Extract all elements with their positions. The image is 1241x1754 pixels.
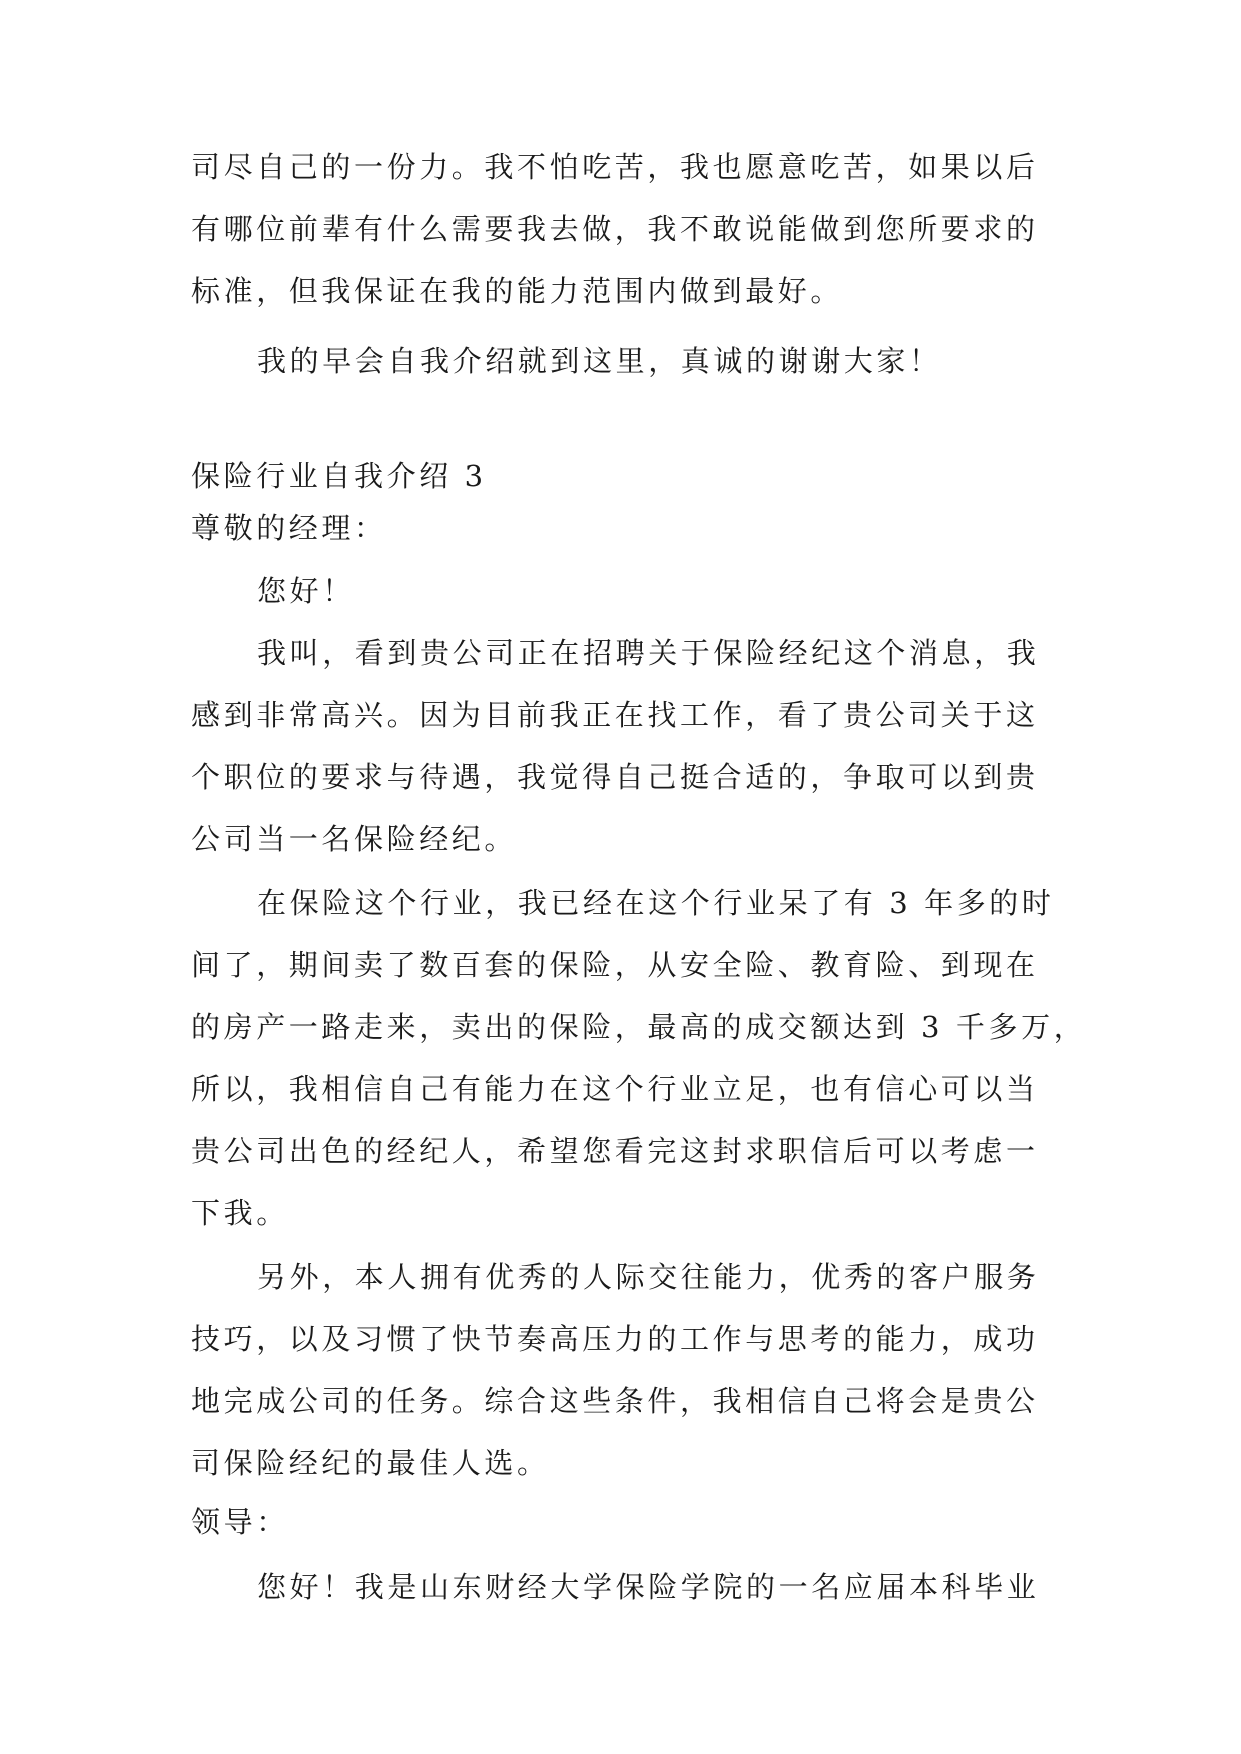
salutation-2-block bbox=[191, 1496, 1053, 1548]
continuation-paragraph bbox=[191, 136, 1053, 322]
section-title: 保险行业自我介绍 3 bbox=[191, 459, 487, 493]
text-line: 贵公司出色的经纪人，希望您看完这封求职信后可以考虑一 bbox=[191, 1134, 1039, 1168]
greeting-block bbox=[191, 560, 1053, 622]
text-line: 标准，但我保证在我的能力范围内做到最好。 bbox=[191, 274, 844, 308]
closing-line: 我的早会自我介绍就到这里，真诚的谢谢大家！ bbox=[257, 344, 942, 378]
text-line: 地完成公司的任务。综合这些条件，我相信自己将会是贵公 bbox=[191, 1384, 1039, 1418]
salutation-block bbox=[191, 502, 1053, 554]
salutation-2: 领导： bbox=[191, 1505, 289, 1539]
text-line: 您好！我是山东财经大学保险学院的一名应届本科毕业 bbox=[257, 1570, 1040, 1604]
text-line: 公司当一名保险经纪。 bbox=[191, 822, 518, 856]
text-line: 有哪位前辈有什么需要我去做，我不敢说能做到您所要求的 bbox=[191, 212, 1039, 246]
paragraph-1 bbox=[191, 622, 1053, 870]
text-line: 间了，期间卖了数百套的保险，从安全险、教育险、到现在 bbox=[191, 948, 1039, 982]
closing-paragraph bbox=[191, 330, 1053, 392]
paragraph-2 bbox=[191, 872, 1087, 1244]
text-line: 技巧，以及习惯了快节奏高压力的工作与思考的能力，成功 bbox=[191, 1322, 1039, 1356]
text-line: 的房产一路走来，卖出的保险，最高的成交额达到 3 千多万， bbox=[191, 1010, 1087, 1044]
text-line: 我叫，看到贵公司正在招聘关于保险经纪这个消息，我 bbox=[257, 636, 1040, 670]
salutation: 尊敬的经理： bbox=[191, 511, 387, 545]
paragraph-4 bbox=[191, 1556, 1053, 1618]
text-line: 所以，我相信自己有能力在这个行业立足，也有信心可以当 bbox=[191, 1072, 1039, 1106]
text-line: 另外，本人拥有优秀的人际交往能力，优秀的客户服务 bbox=[257, 1260, 1040, 1294]
text-line: 在保险这个行业，我已经在这个行业呆了有 3 年多的时 bbox=[257, 886, 1055, 920]
section-title-block bbox=[191, 450, 1053, 502]
text-line: 司保险经纪的最佳人选。 bbox=[191, 1446, 550, 1480]
text-line: 感到非常高兴。因为目前我正在找工作，看了贵公司关于这 bbox=[191, 698, 1039, 732]
text-line: 个职位的要求与待遇，我觉得自己挺合适的，争取可以到贵 bbox=[191, 760, 1039, 794]
paragraph-3 bbox=[191, 1246, 1053, 1494]
text-line: 司尽自己的一份力。我不怕吃苦，我也愿意吃苦，如果以后 bbox=[191, 150, 1039, 184]
greeting: 您好！ bbox=[257, 574, 355, 608]
text-line: 下我。 bbox=[191, 1196, 289, 1230]
